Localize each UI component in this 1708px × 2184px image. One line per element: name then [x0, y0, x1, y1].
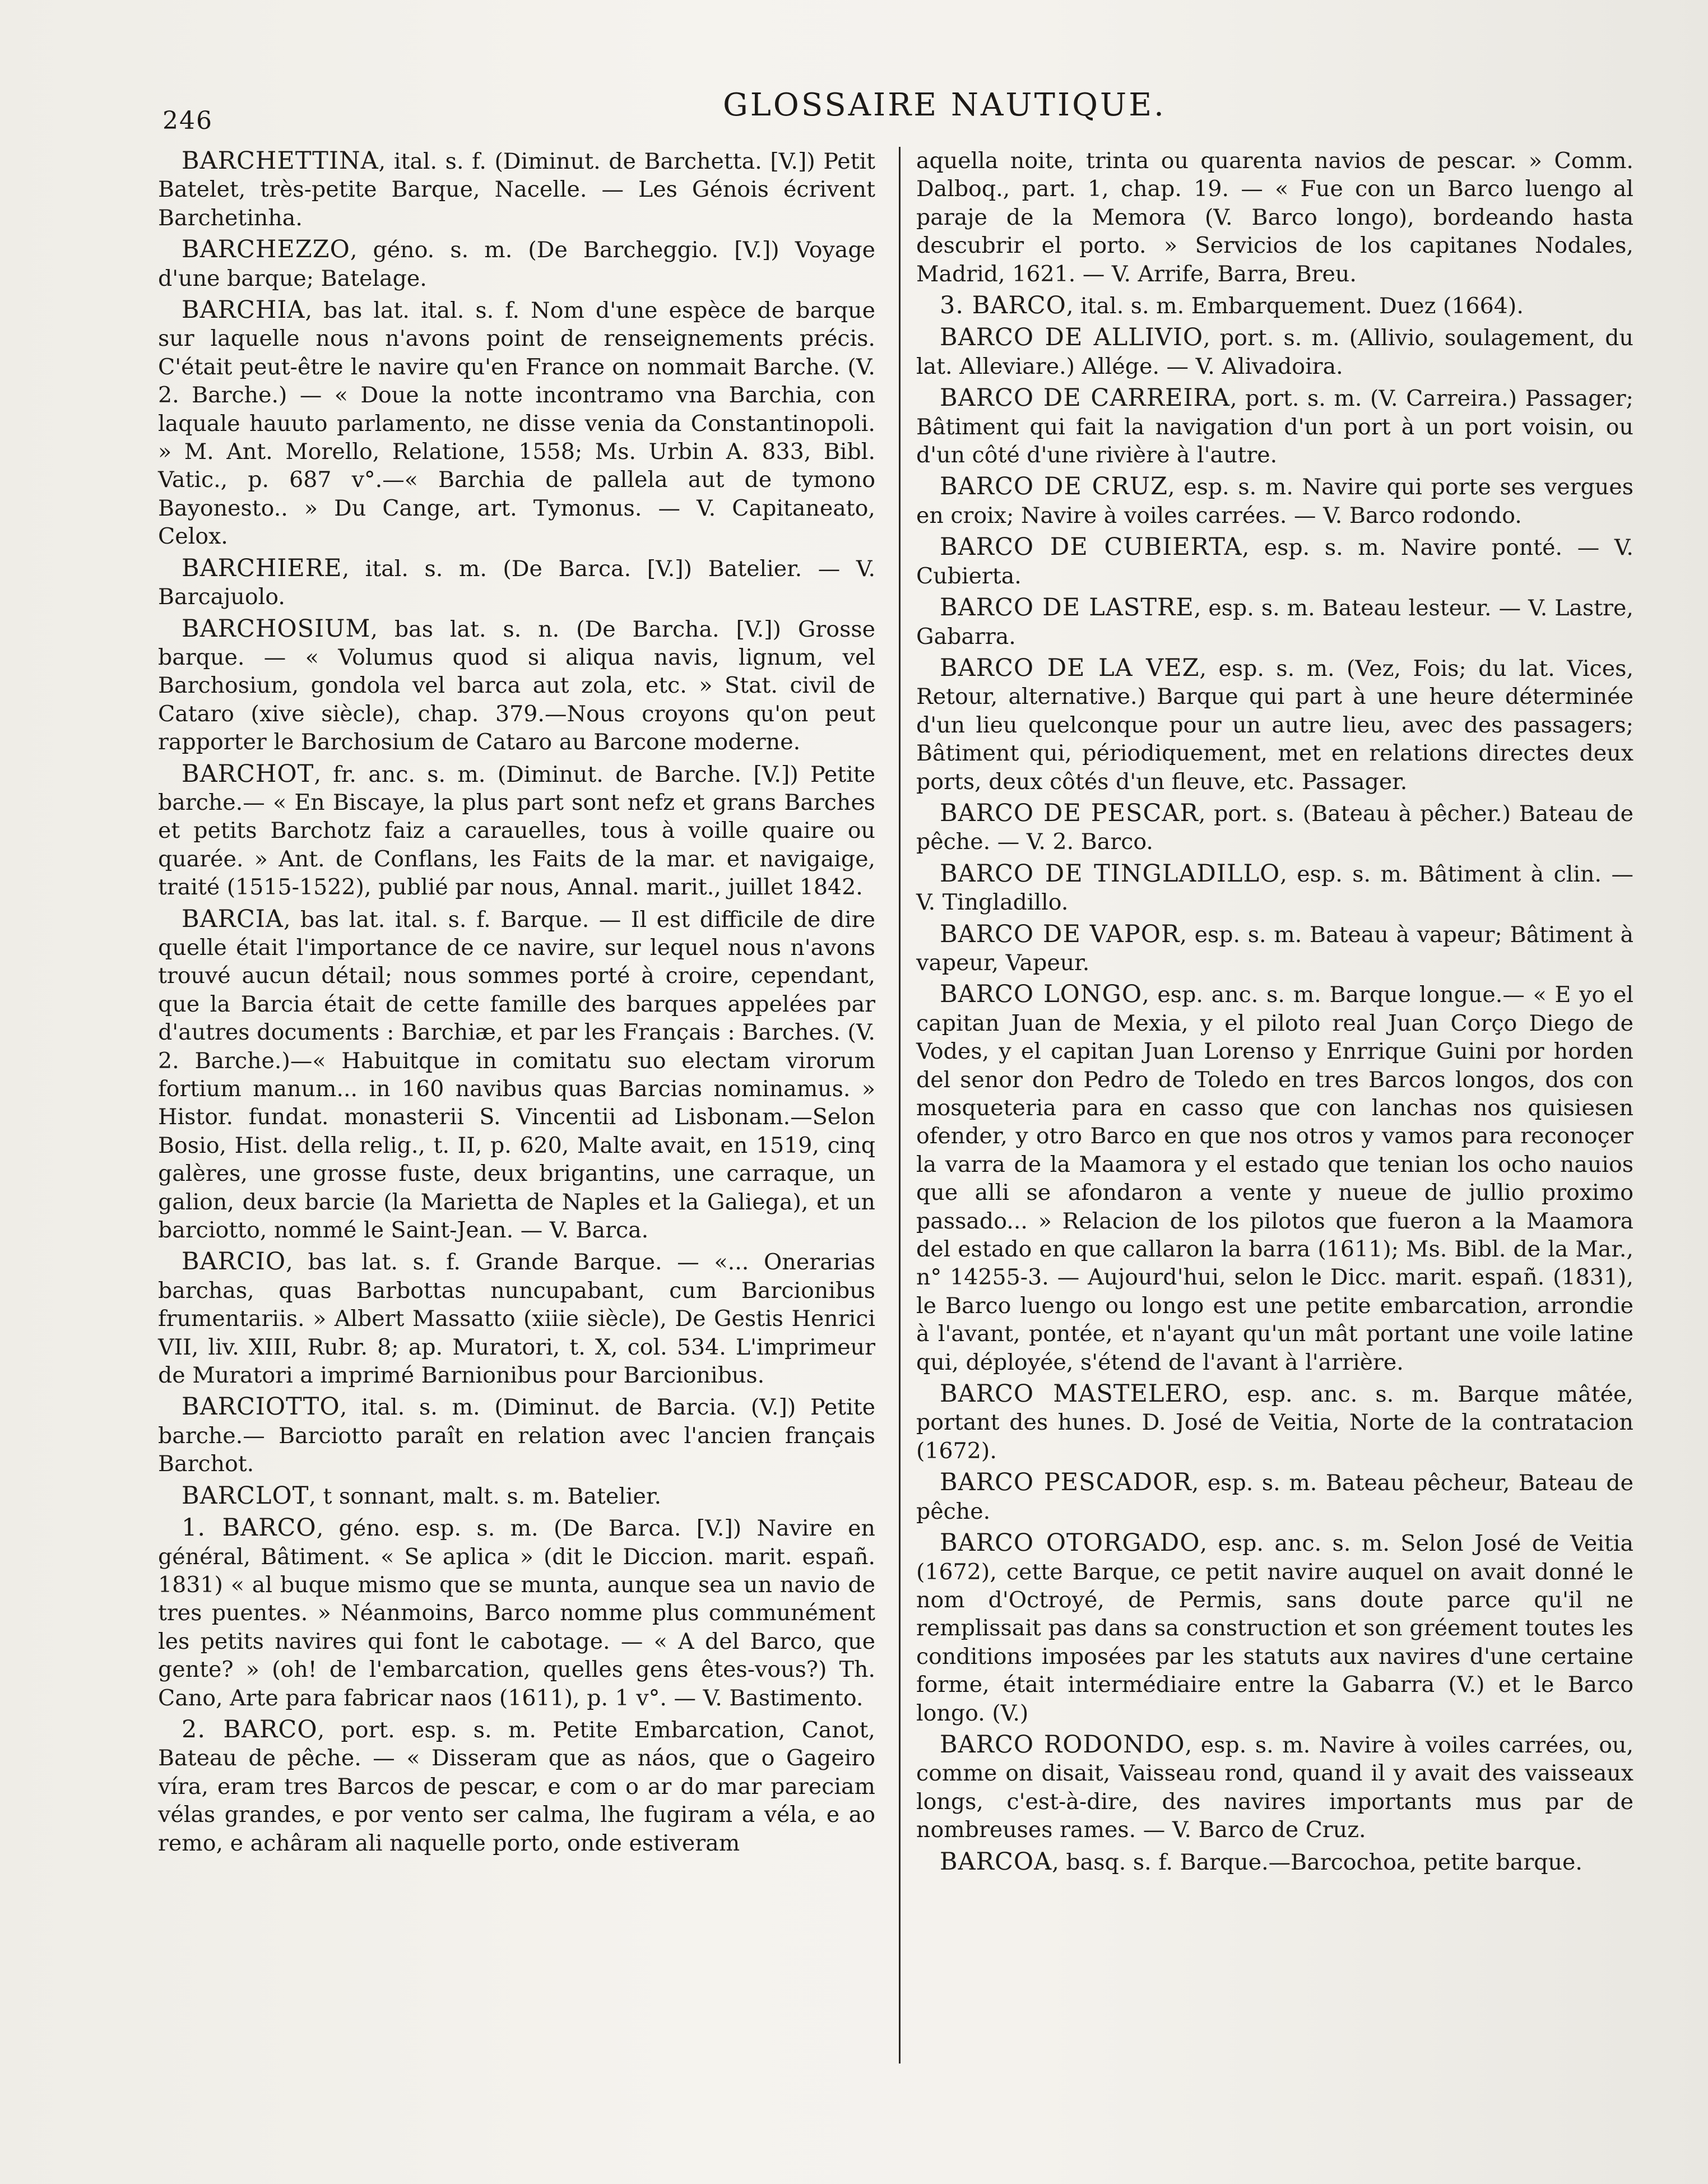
entry-headword: BARCO DE CRUZ [940, 472, 1168, 501]
glossary-entry [916, 860, 1633, 917]
entry-text: , port. s. m. (Allivio, soulagement, du lat. Alleviare.) Allége. — V. Alivadoira. [916, 325, 1633, 379]
entry-text: , esp. s. m. Bateau pêcheur, Bateau de pêche. [916, 1470, 1634, 1524]
entry-text: , port. esp. s. m. Petite Embarcation, Canot, Bateau de pêche. — « Disseram que as náos, que o Gageiro víra, eram tres Barcos de pescar, e com o ar do mar pareciam vélas grandes, e por vento ser calma, lhe fugiram a véla, e ao remo, e achâram ali naquelle porto, onde estiveram [158, 1717, 875, 1856]
entry-headword: BARCLOT [182, 1481, 309, 1510]
entry-headword: BARCO LONGO [940, 980, 1143, 1009]
page-header [151, 84, 1624, 135]
entry-headword: BARCO DE PESCAR [940, 799, 1199, 827]
entry-text: , esp. anc. s. m. Barque mâtée, portant des hunes. D. José de Veitia, Norte de la contratacion (1672). [916, 1381, 1633, 1464]
entry-headword: 1. BARCO [182, 1514, 317, 1542]
entry-headword: BARCO DE VAPOR [940, 920, 1180, 948]
glossary-entry [158, 296, 875, 551]
left-column [158, 147, 875, 1861]
entry-text: , port. s. m. (V. Carreira.) Passager; Bâtiment qui fait la navigation d'un port à un port voisin, ou d'un côté d'une rivière à l'autre. [916, 386, 1633, 469]
glossary-entry [916, 472, 1633, 530]
entry-text: , bas lat. ital. s. f. Barque. — Il est difficile de dire quelle était l'importance de ce navire, sur lequel nous n'avons trouvé aucun détail; nous sommes porté à croire, cependant, que la Barcia était de cette famille des barques appelées par d'autres documents : Barchiæ, et par les Français : Barches. (V. 2. Barche.)—« Habuitque in comitatu suo electam virorum fortium manum... in 160 navibus quas Barcias nominamus. » Histor. fundat. monasterii S. Vincentii ad Lisbonam.—Selon Bosio, Hist. della relig., t. II, p. 620, Malte avait, en 1519, cinq galères, une grosse fuste, deux brigantins, une carraque, un galion, deux barcie (la Marietta de Naples et la Galiega), et un barciotto, nommé le Saint-Jean. — V. Barca. [158, 906, 875, 1244]
glossary-entry [158, 1514, 875, 1712]
glossary-entry [916, 654, 1633, 796]
entry-headword: BARCO DE CARREIRA [940, 384, 1230, 412]
glossary-entry [158, 1248, 875, 1389]
entry-text: , esp. anc. s. m. Selon José de Veitia (1672), cette Barque, ce petit navire auquel on avait donné le nom d'Octroyé, de Permis, sans doute parce qu'il ne remplissait pas dans sa construction et son gréement toutes les conditions imposées par les statuts aux navires d'une certaine forme, était intermédiaire entre la Gabarra (V.) et le Barco longo. (V.) [916, 1531, 1633, 1726]
glossary-entry [916, 1731, 1633, 1844]
entry-text: , géno. esp. s. m. (De Barca. [V.]) Navire en général, Bâtiment. « Se aplica » (dit le Diccion. marit. españ. 1831) « al buque mismo que se munta, aunque sea un navio de tres puentes. » Néanmoins, Barco nomme plus communément les petits navires qui font le cabotage. — « A del Barco, que gente? » (oh! de l'embarcation, quelles gens êtes-vous?) Th. Cano, Arte para fabricar naos (1611), p. 1 v°. — V. Bastimento. [158, 1515, 875, 1711]
glossary-entry [916, 920, 1633, 977]
entry-headword: 2. BARCO [182, 1715, 318, 1744]
glossary-entry [158, 1482, 875, 1510]
entry-text: , esp. anc. s. m. Barque longue.— « E yo el capitan Juan de Mexia, y el piloto real Juan Corço Diego de Vodes, y el capitan Juan Lorenso y Enrrique Guini por horden del senor don Pedro de Toledo en tres Barcos longos, dos con mosqueteria para en casso que con lanchas nos quisiesen ofender, y otro Barco en que nos otros y vamos para reconoçer la varra de la Maamora y el estado que tenian los ocho nauios que alli se afondaron a vente y nueue de jullio proximo passado... » Relacion de los pilotos que fueron a la Maamora del estado en que callaron la barra (1611); Ms. Bibl. de la Mar., n° 14255-3. — Aujourd'hui, selon le Dicc. marit. españ. (1831), le Barco luengo ou longo est une petite embarcation, arrondie à l'avant, pontée, et n'ayant qu'un mât portant une voile latine qui, déployée, s'étend de l'avant à l'arrière. [916, 982, 1633, 1375]
glossary-entry [916, 1848, 1633, 1876]
entry-text: , ital. s. m. Embarquement. Duez (1664). [1066, 293, 1524, 319]
entry-text: , basq. s. f. Barque.—Barcochoa, petite barque. [1052, 1849, 1582, 1875]
entry-text: aquella noite, trinta ou quarenta navios de pescar. » Comm. Dalboq., part. 1, chap. 19. — « Fue con un Barco luengo al paraje de la Memora (V. Barco longo), bordeando hasta descubrir el porto. » Servicios de los capitanes Nodales, Madrid, 1621. — V. Arrife, Barra, Breu. [916, 148, 1633, 287]
entry-headword: BARCO DE ALLIVIO [940, 323, 1204, 352]
entry-headword: BARCHIERE [182, 554, 342, 582]
entry-headword: BARCOA [940, 1847, 1052, 1876]
entry-headword: BARCHIA [182, 296, 305, 324]
right-column [916, 147, 1633, 1880]
entry-headword: BARCO RODONDO [940, 1730, 1185, 1759]
entry-headword: BARCHOT [182, 759, 314, 788]
glossary-entry [916, 384, 1633, 469]
glossary-entry [158, 1393, 875, 1478]
entry-text: , esp. s. m. Bateau à vapeur; Bâtiment à vapeur, Vapeur. [916, 921, 1633, 976]
glossary-entry [158, 235, 875, 293]
entry-headword: BARCHETTINA [182, 147, 379, 175]
entry-headword: 3. BARCO [940, 291, 1066, 320]
glossary-entry [916, 1529, 1633, 1727]
glossary-entry [916, 291, 1633, 320]
entry-headword: BARCIA [182, 905, 284, 933]
entry-headword: BARCO DE TINGLADILLO [940, 859, 1280, 888]
entry-text: , ital. s. m. (Diminut. de Barcia. (V.]) Petite barche.— Barciotto paraît en relation avec l'ancien français Barchot. [158, 1394, 875, 1477]
entry-headword: BARCIOTTO [182, 1393, 340, 1421]
entry-text: , bas lat. ital. s. f. Nom d'une espèce de barque sur laquelle nous n'avons point de renseignements précis. C'était peut-être le navire qu'en France on nommait Barche. (V. 2. Barche.) — « Doue la notte incontramo vna Barchia, con laquale hauuto parlamento, ne disse venia da Constantinopoli. » M. Ant. Morello, Relatione, 1558; Ms. Urbin A. 833, Bibl. Vatic., p. 687 v°.—« Barchia de pallela aut de tymono Bayonesto.. » Du Cange, art. Tymonus. — V. Capitaneato, Celox. [158, 298, 875, 550]
entry-headword: BARCO DE LASTRE [940, 593, 1194, 622]
entry-text: , géno. s. m. (De Barcheggio. [V.]) Voyage d'une barque; Batelage. [158, 237, 875, 291]
glossary-entry [158, 905, 875, 1245]
column-divider [899, 147, 901, 2064]
glossary-entry [158, 147, 875, 232]
entry-headword: BARCHEZZO [182, 235, 350, 264]
entry-text: , t sonnant, malt. s. m. Batelier. [309, 1483, 662, 1509]
entry-text: , esp. s. m. Navire qui porte ses vergues en croix; Navire à voiles carrées. — V. Barco rodondo. [916, 474, 1633, 528]
glossary-entry [158, 760, 875, 902]
glossary-entry [916, 323, 1633, 381]
entry-text: , ital. s. m. (De Barca. [V.]) Batelier. — V. Barcajuolo. [158, 555, 875, 610]
entry-text: , ital. s. f. (Diminut. de Barchetta. [V.]) Petit Batelet, très-petite Barque, Nacelle. — Les Génois écrivent Barchetinha. [158, 149, 875, 231]
glossary-entry [158, 615, 875, 757]
glossary-entry [916, 1380, 1633, 1465]
glossary-entry [158, 554, 875, 611]
entry-headword: BARCO DE CUBIERTA [940, 533, 1242, 562]
glossary-entry [916, 147, 1633, 288]
entry-text: , fr. anc. s. m. (Diminut. de Barche. [V.]) Petite barche.— « En Biscaye, la plus part sont nefz et grans Barches et petits Barchotz faiz a carauelles, tous à voille quaire ou quarée. » Ant. de Conflans, les Faits de la mar. et navigaige, traité (1515-1522), publié par nous, Annal. marit., juillet 1842. [158, 761, 875, 901]
entry-headword: BARCO MASTELERO [940, 1380, 1222, 1408]
glossary-entry [916, 980, 1633, 1376]
glossary-entry [916, 799, 1633, 856]
glossary-entry [916, 1468, 1633, 1525]
entry-headword: BARCO DE LA VEZ [940, 653, 1200, 682]
entry-text: , bas lat. s. f. Grande Barque. — «... Onerarias barchas, quas Barbottas nuncupabant, cum Barcionibus frumentariis. » Albert Massatto (xiiie siècle), De Gestis Henrici VII, liv. XIII, Rubr. 8; ap. Muratori, t. X, col. 534. L'imprimeur de Muratori a imprimé Barnionibus pour Barcionibus. [158, 1249, 875, 1389]
glossary-entry [158, 1715, 875, 1857]
entry-text: , esp. s. m. (Vez, Fois; du lat. Vices, Retour, alternative.) Barque qui part à une heure déterminée d'un lieu quelconque pour un autre lieu, avec des passagers; Bâtiment qui, périodiquement, met en relations directes deux ports, deux côtés d'un fleuve, etc. Passager. [916, 655, 1634, 795]
entry-headword: BARCO OTORGADO [940, 1529, 1200, 1557]
entry-text: , bas lat. s. n. (De Barcha. [V.]) Grosse barque. — « Volumus quod si aliqua navis, lignum, vel Barchosium, gondola vel barca aut zola, etc. » Stat. civil de Cataro (xive siècle), chap. 379.—Nous croyons qu'on peut rapporter le Barchosium de Cataro au Barcone moderne. [158, 616, 875, 755]
entry-text: , esp. s. m. Navire à voiles carrées, ou, comme on disait, Vaisseau rond, quand il y avait des vaisseaux longs, c'est-à-dire, des navires importants mus par de nombreuses rames. — V. Barco de Cruz. [916, 1732, 1633, 1843]
entry-text: , esp. s. m. Navire ponté. — V. Cubierta. [916, 535, 1633, 589]
page-number: 246 [163, 106, 213, 135]
running-title: GLOSSAIRE NAUTIQUE. [723, 87, 1166, 123]
entry-text: , esp. s. m. Bateau lesteur. — V. Lastre, Gabarra. [916, 595, 1633, 650]
entry-headword: BARCIO [182, 1248, 286, 1276]
entry-text: , port. s. (Bateau à pêcher.) Bateau de pêche. — V. 2. Barco. [916, 800, 1633, 855]
entry-headword: BARCHOSIUM [182, 614, 371, 643]
glossary-entry [916, 593, 1633, 651]
entry-headword: BARCO PESCADOR [940, 1468, 1192, 1497]
glossary-entry [916, 533, 1633, 590]
entry-text: , esp. s. m. Bâtiment à clin. — V. Tingladillo. [916, 861, 1633, 916]
